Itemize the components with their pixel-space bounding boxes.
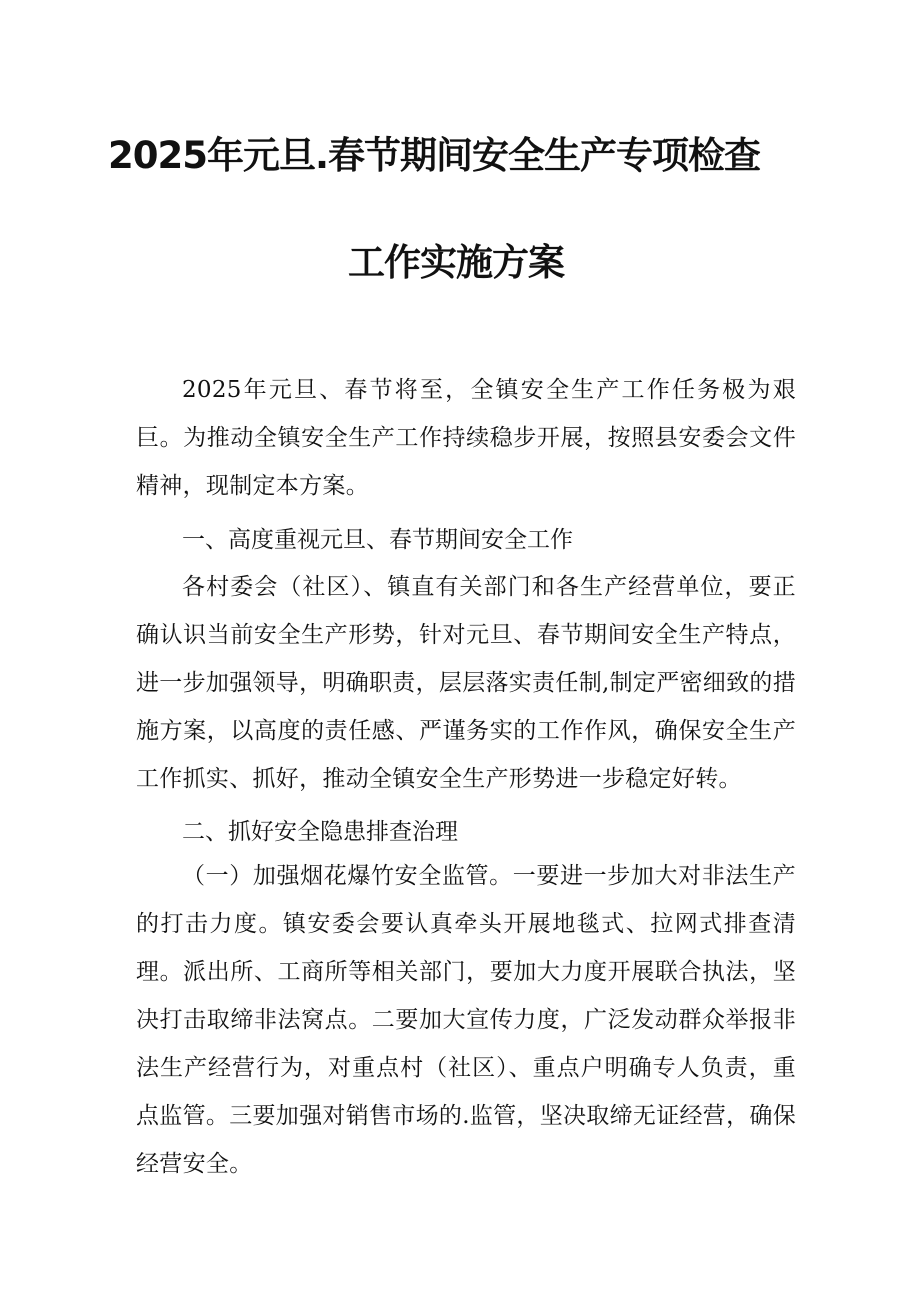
document-title-line-2: 工作实施方案 [348,241,564,284]
section-2-paragraph: （一）加强烟花爆竹安全监管。一要进一步加大对非法生产的打击力度。镇安委会要认真牵头开展地毯式、拉网式排查清理。派出所、工商所等相关部门，要加大力度开展联合执法，坚决打击取缔非法窝点。二要加大宣传力度，广泛发动群众举报非法生产经营行为，对重点村（社区）、重点户明确专人负责，重点监管。三要加强对销售市场的.监管，坚决取缔无证经营，确保经营安全。 [136,863,797,1177]
section-1-heading-block [136,514,796,564]
document-title-line-1: 2025年元旦.春节期间安全生产专项检查 [107,134,761,177]
section-1-body-block [136,563,796,803]
section-1-heading: 一、高度重视元旦、春节期间安全工作 [182,527,573,553]
section-2-body-block [136,852,796,1188]
section-2-heading-block [136,806,796,856]
section-1-paragraph: 各村委会（社区）、镇直有关部门和各生产经营单位，要正确认识当前安全生产形势，针对元旦、春节期间安全生产特点，进一步加强领导，明确职责，层层落实责任制,制定严密细致的措施方案，以高度的责任感、严谨务实的工作作风，确保安全生产工作抓实、抓好，推动全镇安全生产形势进一步稳定好转。 [136,574,797,792]
intro-paragraph: 2025年元旦、春节将至，全镇安全生产工作任务极为艰巨。为推动全镇安全生产工作持续稳步开展，按照县安委会文件精神，现制定本方案。 [136,377,796,499]
intro-paragraph-block [136,366,796,510]
section-2-heading: 二、抓好安全隐患排查治理 [182,819,458,845]
